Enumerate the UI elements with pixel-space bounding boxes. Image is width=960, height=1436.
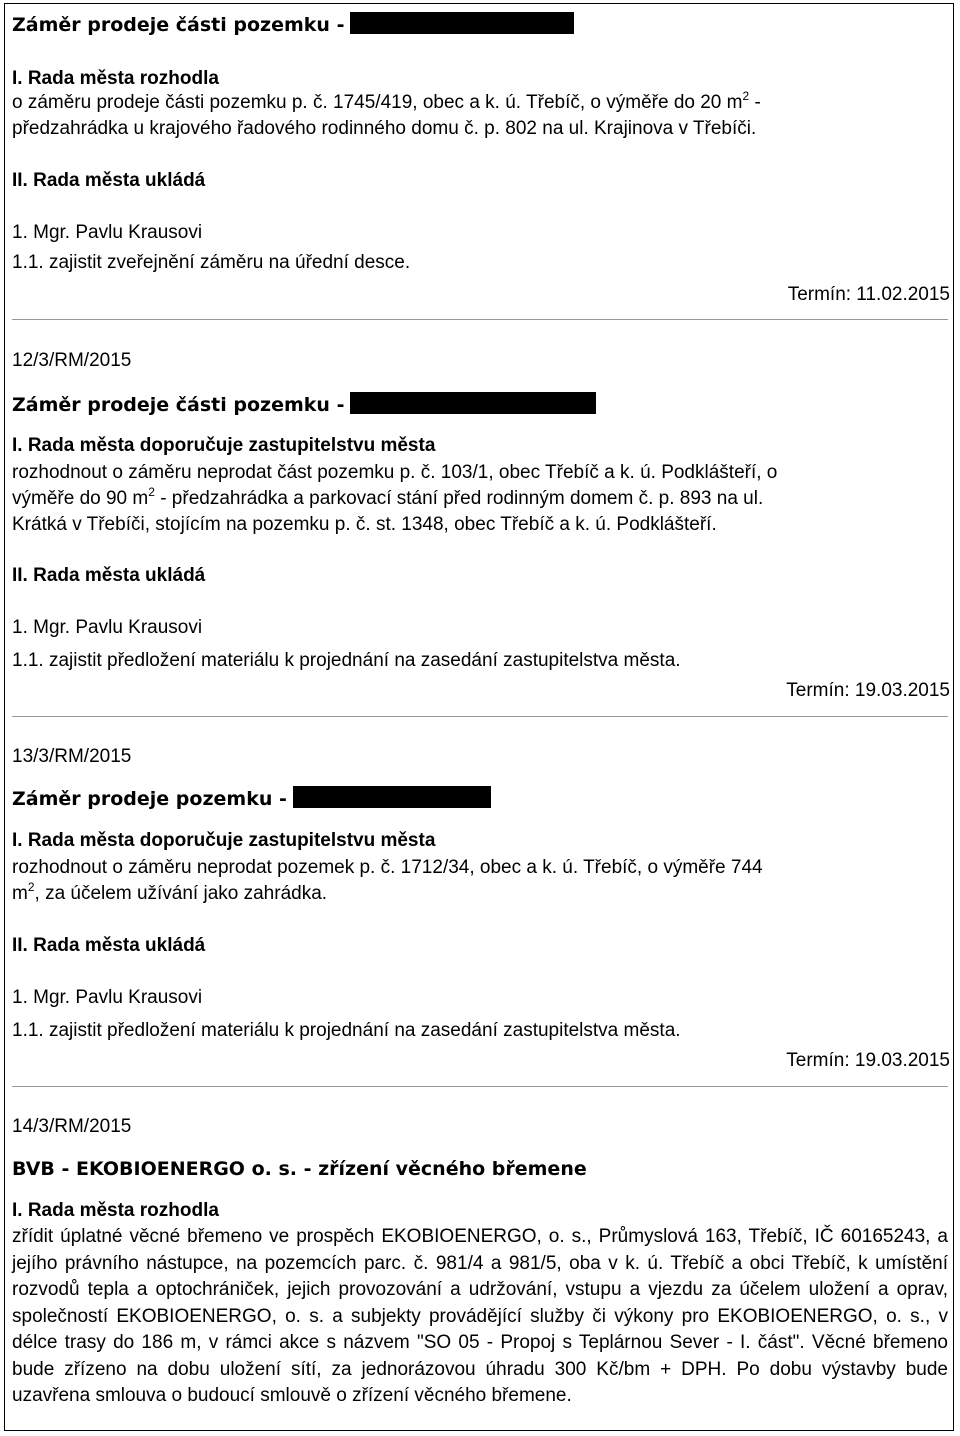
deadline: Termín: 19.03.2015	[786, 680, 950, 701]
task-text: 1.1. zajistit předložení materiálu k projednání na zasedání zastupitelstva města.	[12, 1020, 681, 1041]
resolution-number: 14/3/RM/2015	[12, 1116, 132, 1137]
resolution-text-line: předzahrádka u krajového řadového rodinného domu č. p. 802 na ul. Krajinova v Třebíči.	[12, 118, 757, 139]
redaction-bar	[293, 786, 491, 808]
resolution-label: I. Rada města rozhodla	[12, 1200, 219, 1221]
section-divider	[12, 1086, 948, 1087]
section-heading: Záměr prodeje části pozemku -	[12, 12, 574, 38]
resolution-label: I. Rada města doporučuje zastupitelstvu města	[12, 435, 436, 456]
responsible-person: 1. Mgr. Pavlu Krausovi	[12, 222, 203, 243]
resolution-text-line: o záměru prodeje části pozemku p. č. 1745/419, obec a k. ú. Třebíč, o výměře do 20 $m^2$ -	[12, 89, 761, 113]
resolution-text-line: Krátká v Třebíči, stojícím na pozemku p. č. st. 1348, obec Třebíč a k. ú. Podklášteří.	[12, 514, 717, 535]
responsible-person: 1. Mgr. Pavlu Krausovi	[12, 987, 203, 1008]
resolution-number: 12/3/RM/2015	[12, 350, 132, 371]
task-text: 1.1. zajistit zveřejnění záměru na úřední desce.	[12, 252, 411, 273]
resolution-text-line: $m^2$, za účelem užívání jako zahrádka.	[12, 880, 328, 904]
redaction-bar	[350, 12, 574, 34]
task-text: 1.1. zajistit předložení materiálu k projednání na zasedání zastupitelstva města.	[12, 650, 681, 671]
responsible-person: 1. Mgr. Pavlu Krausovi	[12, 617, 203, 638]
deadline: Termín: 11.02.2015	[787, 284, 950, 305]
resolution-number: 13/3/RM/2015	[12, 746, 132, 767]
section-heading: Záměr prodeje pozemku -	[12, 786, 491, 812]
section-heading: BVB - EKOBIOENERGO o. s. - zřízení věcného břemene	[12, 1158, 587, 1180]
resolution-text-line: rozhodnout o záměru neprodat pozemek p. č. 1712/34, obec a k. ú. Třebíč, o výměře 744	[12, 857, 763, 878]
section-divider	[12, 319, 948, 320]
resolution-label: I. Rada města doporučuje zastupitelstvu města	[12, 830, 436, 851]
resolution-text-line: výměře do 90 $m^2$ - předzahrádka a parkovací stání před rodinným domem č. p. 893 na ul.	[12, 485, 764, 509]
redaction-bar	[350, 392, 596, 414]
deadline: Termín: 19.03.2015	[786, 1050, 950, 1071]
resolution-label: II. Rada města ukládá	[12, 935, 206, 956]
resolution-label: II. Rada města ukládá	[12, 565, 206, 586]
section-heading: Záměr prodeje části pozemku -	[12, 392, 596, 418]
resolution-text-line: rozhodnout o záměru neprodat část pozemku p. č. 103/1, obec Třebíč a k. ú. Podklášteří, o	[12, 462, 778, 483]
resolution-label: II. Rada města ukládá	[12, 170, 206, 191]
resolution-label: I. Rada města rozhodla	[12, 68, 219, 89]
resolution-body: zřídit úplatné věcné břemeno ve prospěch EKOBIOENERGO, o. s., Průmyslová 163, Třebíč, IČ 60165243, a jejího právního nástupce, na pozemcích parc. č. 981/4 a 981/5, oba v k. ú. Třebíč a obci Třebíč, k umístění rozvodů tepla a optochrániček, jejich provozování a udržování, vstupu a vjezdu za účelem uložení a oprav, společností EKOBIOENERGO, o. s. a subjekty provádějící služby či výkony pro EKOBIOENERGO, o. s., v délce trasy do 186 m, v rámci akce s názvem "SO 05 - Propoj s Teplárnou Sever - I. část". Věcné břemeno bude zřízeno na dobu uložení sítí, za jednorázovou úhradu 300 Kč/bm + DPH. Po dobu výstavby bude uzavřena smlouva o budoucí smlouvě o zřízení věcného břemene.	[12, 1226, 948, 1406]
section-divider	[12, 716, 948, 717]
